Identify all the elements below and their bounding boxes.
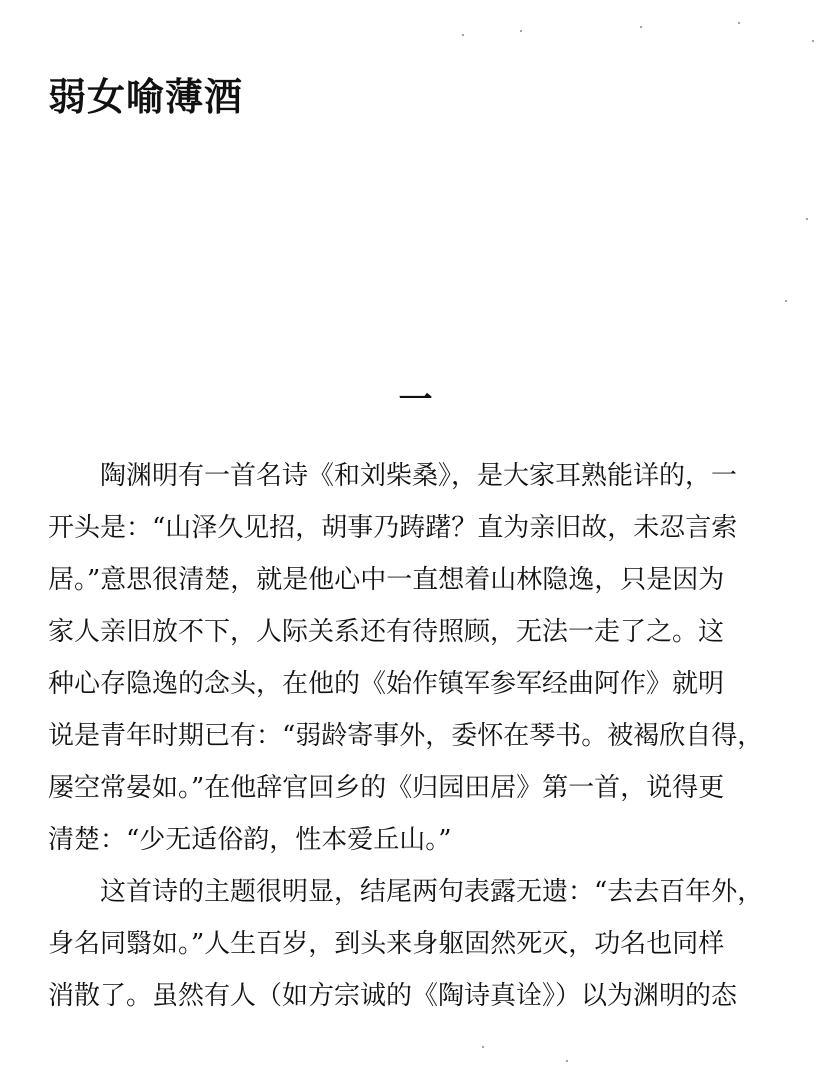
paragraph-2 [48, 866, 808, 1022]
paragraph-1 [48, 450, 808, 866]
text-line: 种心存隐逸的念头，在他的《始作镇军参军经曲阿作》就明 [48, 669, 725, 699]
text-line: 开头是：“山泽久见招，胡事乃踌躇？直为亲旧故，未忍言索 [48, 513, 738, 543]
scan-speck [520, 30, 522, 32]
article-body [48, 450, 808, 1022]
article-title: 弱女喻薄酒 [48, 74, 244, 119]
scan-speck [640, 26, 642, 28]
text-line: 身名同翳如。”人生百岁，到头来身躯固然死灭，功名也同样 [48, 929, 725, 959]
text-line: 陶渊明有一首名诗《和刘柴桑》，是大家耳熟能详的，一 [48, 461, 738, 491]
scan-speck [812, 40, 814, 42]
scan-speck [738, 22, 740, 24]
text-line: 这首诗的主题很明显，结尾两句表露无遗：“去去百年外， [48, 877, 764, 907]
scan-speck [482, 1046, 484, 1048]
text-line: 家人亲旧放不下，人际关系还有待照顾，无法一走了之。这 [48, 617, 725, 647]
text-line: 说是青年时期已有：“弱龄寄事外，委怀在琴书。被褐欣自得， [48, 721, 764, 751]
scan-speck [785, 300, 787, 302]
scan-speck [462, 34, 464, 36]
text-line: 清楚：“少无适俗韵，性本爱丘山。” [48, 825, 452, 855]
scan-speck [566, 1060, 568, 1062]
section-marker: 一 [398, 380, 433, 420]
text-line: 屡空常晏如。”在他辞官回乡的《归园田居》第一首，说得更 [48, 773, 725, 803]
text-line: 居。”意思很清楚，就是他心中一直想着山林隐逸，只是因为 [48, 565, 725, 595]
text-line: 消散了。虽然有人（如方宗诚的《陶诗真诠》）以为渊明的态 [48, 981, 738, 1011]
scan-speck [806, 218, 808, 220]
